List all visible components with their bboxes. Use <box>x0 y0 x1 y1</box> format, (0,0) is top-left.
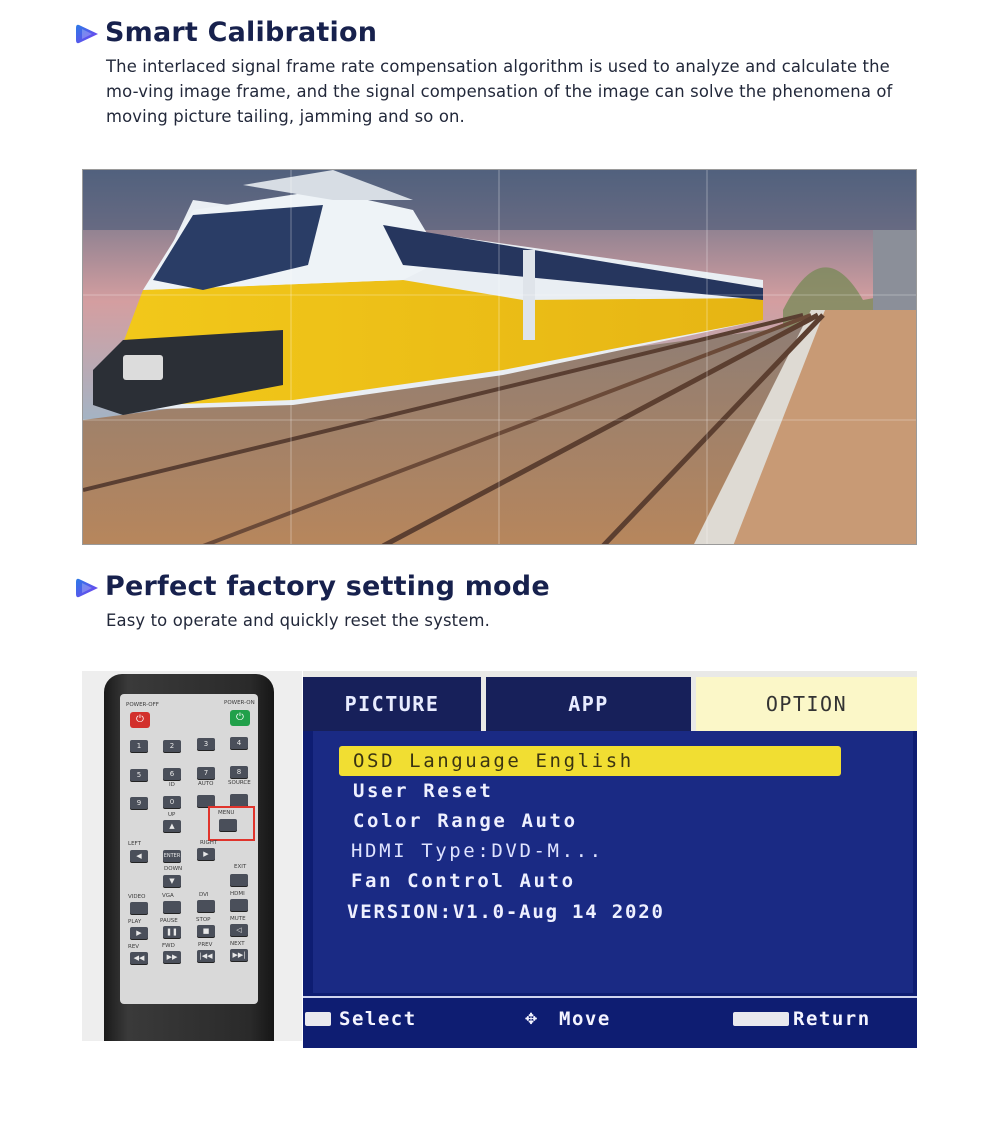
tab-option[interactable]: OPTION <box>696 677 917 731</box>
move-arrows-icon: ✥ <box>525 1005 539 1029</box>
section-description: Easy to operate and quickly reset the system. <box>106 611 490 630</box>
number-button[interactable]: 9 <box>130 797 148 809</box>
osd-tab-bar <box>303 671 917 731</box>
menu-label: MENU <box>218 810 235 816</box>
power-on-label: POWER-ON <box>224 700 255 706</box>
pause-label: PAUSE <box>160 918 178 924</box>
tab-picture[interactable]: PICTURE <box>303 677 481 731</box>
exit-button[interactable] <box>230 874 248 886</box>
rewind-button[interactable]: ◀◀ <box>130 952 148 964</box>
osd-footer <box>303 996 917 1048</box>
video-label: VIDEO <box>128 894 146 900</box>
return-key-icon <box>733 1012 789 1026</box>
mute-label: MUTE <box>230 916 246 922</box>
pause-button[interactable]: ❚❚ <box>163 926 181 938</box>
right-label: RIGHT <box>200 840 218 846</box>
left-button[interactable]: ◀ <box>130 850 148 862</box>
section-title: Perfect factory setting mode <box>105 571 550 602</box>
osd-item-version: VERSION:V1.0-Aug 14 2020 <box>347 901 665 923</box>
power-off-button[interactable]: ⏻ <box>130 712 150 728</box>
osd-item-color-range[interactable]: Color Range Auto <box>353 810 578 832</box>
rev-label: REV <box>128 944 140 950</box>
stop-label: STOP <box>196 917 211 923</box>
auto-label: AUTO <box>198 781 214 787</box>
mute-button[interactable]: ◁ <box>230 924 248 936</box>
play-triangle-icon <box>76 23 100 45</box>
menu-highlight-box <box>208 806 255 841</box>
remote-control-photo <box>82 671 302 1041</box>
video-button[interactable] <box>130 902 148 914</box>
source-button[interactable] <box>230 794 248 806</box>
number-button[interactable]: 0 <box>163 796 181 808</box>
down-label: DOWN <box>164 866 183 872</box>
power-on-button[interactable]: ⏻ <box>230 710 250 726</box>
remote-control <box>104 674 274 1041</box>
down-button[interactable]: ▼ <box>163 875 181 887</box>
number-button[interactable]: 7 <box>197 767 215 779</box>
section-description: The interlaced signal frame rate compensation algorithm is used to analyze and calculate the mo-ving image frame, and the signal compensation of the image can solve the phenomena of moving picture tailing, jamming and so on. <box>106 57 893 126</box>
play-label: PLAY <box>128 919 142 925</box>
osd-item-hdmi-type[interactable]: HDMI Type:DVD-M... <box>351 840 604 862</box>
power-off-label: POWER-OFF <box>126 702 159 708</box>
up-button[interactable]: ▲ <box>163 820 181 832</box>
vga-label: VGA <box>162 893 174 899</box>
number-button[interactable]: 2 <box>163 740 181 752</box>
previous-button[interactable]: |◀◀ <box>197 950 215 962</box>
play-button[interactable]: ▶ <box>130 927 148 939</box>
vga-button[interactable] <box>163 901 181 913</box>
exit-label: EXIT <box>234 864 247 870</box>
forward-button[interactable]: ▶▶ <box>163 951 181 963</box>
footer-move-label: Move <box>559 1008 611 1030</box>
osd-options-panel <box>313 731 913 993</box>
osd-item-user-reset[interactable]: User Reset <box>353 780 494 802</box>
next-label: NEXT <box>230 941 245 947</box>
select-key-icon <box>305 1012 331 1026</box>
prev-label: PREV <box>198 942 213 948</box>
dvi-button[interactable] <box>197 900 215 912</box>
tab-app[interactable]: APP <box>486 677 691 731</box>
section-title: Smart Calibration <box>105 17 378 48</box>
dvi-label: DVI <box>199 892 209 898</box>
number-button[interactable]: 3 <box>197 738 215 750</box>
right-button[interactable]: ▶ <box>197 848 215 860</box>
osd-menu-screen <box>303 671 917 1048</box>
play-triangle-icon <box>76 577 100 599</box>
number-button[interactable]: 4 <box>230 737 248 749</box>
number-button[interactable]: 5 <box>130 769 148 781</box>
next-button[interactable]: ▶▶| <box>230 949 248 961</box>
fwd-label: FWD <box>162 943 175 949</box>
left-label: LEFT <box>128 841 141 847</box>
id-label: ID <box>169 782 175 788</box>
number-button[interactable]: 1 <box>130 740 148 752</box>
enter-button[interactable]: ENTER <box>163 850 181 862</box>
stop-button[interactable]: ■ <box>197 925 215 937</box>
number-button[interactable]: 6 <box>163 768 181 780</box>
osd-item-fan-control[interactable]: Fan Control Auto <box>351 870 576 892</box>
osd-item-language[interactable]: OSD Language English <box>339 746 841 776</box>
footer-select-label: Select <box>339 1008 417 1030</box>
hdmi-button[interactable] <box>230 899 248 911</box>
up-label: UP <box>168 812 176 818</box>
hdmi-label: HDMI <box>230 891 245 897</box>
footer-return-label: Return <box>793 1008 871 1030</box>
source-label: SOURCE <box>228 780 251 786</box>
train-photo <box>82 169 917 545</box>
number-button[interactable]: 8 <box>230 766 248 778</box>
